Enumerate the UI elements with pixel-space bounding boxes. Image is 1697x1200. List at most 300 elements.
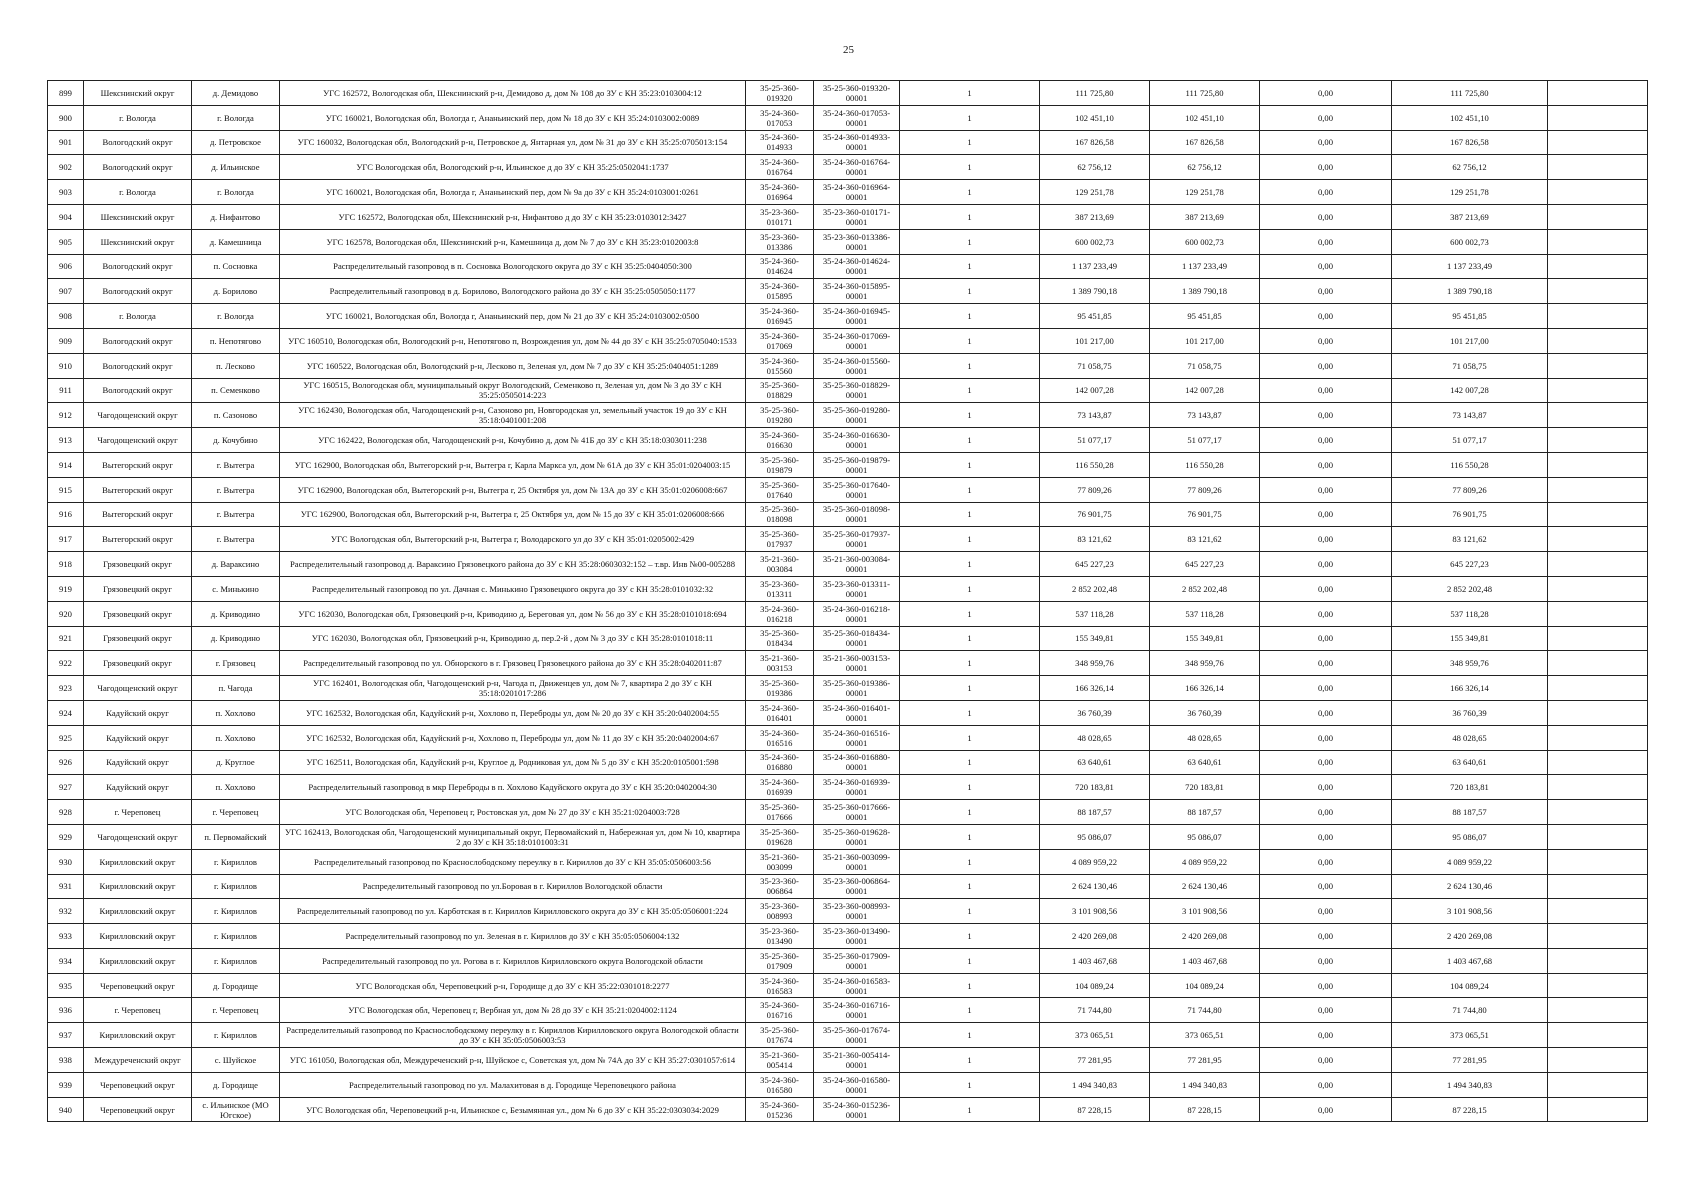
locality-cell: г. Вытегра	[192, 477, 280, 502]
value-depreciation-cell: 0,00	[1260, 1097, 1392, 1122]
empty-cell	[1548, 527, 1648, 552]
registry-number-cell: 35-25-360-017674-00001	[814, 1023, 900, 1048]
value-depreciation-cell: 0,00	[1260, 378, 1392, 403]
inventory-code-cell: 35-23-360-006864	[746, 874, 814, 899]
object-name-cell: УГС 160522, Вологодская обл, Вологодский р-н, Лесково п, Зеленая ул, дом № 7 до ЗУ с КН 35:25:0404051:1289	[280, 353, 746, 378]
value-book-cell: 1 389 790,18	[1150, 279, 1260, 304]
value-depreciation-cell: 0,00	[1260, 130, 1392, 155]
quantity-cell: 1	[900, 750, 1040, 775]
table-row	[48, 502, 1648, 527]
value-initial-cell: 167 826,58	[1040, 130, 1150, 155]
value-residual-cell: 51 077,17	[1392, 428, 1548, 453]
value-residual-cell: 1 137 233,49	[1392, 254, 1548, 279]
value-depreciation-cell: 0,00	[1260, 81, 1392, 106]
value-residual-cell: 83 121,62	[1392, 527, 1548, 552]
locality-cell: п. Хохлово	[192, 700, 280, 725]
inventory-code-cell: 35-23-360-010171	[746, 204, 814, 229]
value-book-cell: 102 451,10	[1150, 105, 1260, 130]
table-row	[48, 973, 1648, 998]
value-book-cell: 373 065,51	[1150, 1023, 1260, 1048]
value-initial-cell: 48 028,65	[1040, 725, 1150, 750]
row-number: 917	[48, 527, 84, 552]
inventory-code-cell: 35-24-360-016945	[746, 304, 814, 329]
empty-cell	[1548, 651, 1648, 676]
locality-cell: г. Череповец	[192, 800, 280, 825]
registry-number-cell: 35-24-360-016580-00001	[814, 1072, 900, 1097]
quantity-cell: 1	[900, 576, 1040, 601]
object-name-cell: УГС 160032, Вологодская обл, Вологодский р-н, Петровское д, Янтарная ул, дом № 31 до ЗУ с КН 35:25:0705013:154	[280, 130, 746, 155]
table-row	[48, 1023, 1648, 1048]
row-number: 933	[48, 924, 84, 949]
quantity-cell: 1	[900, 725, 1040, 750]
value-residual-cell: 73 143,87	[1392, 403, 1548, 428]
value-initial-cell: 155 349,81	[1040, 626, 1150, 651]
value-depreciation-cell: 0,00	[1260, 973, 1392, 998]
row-number: 906	[48, 254, 84, 279]
row-number: 931	[48, 874, 84, 899]
registry-number-cell: 35-24-360-014624-00001	[814, 254, 900, 279]
value-depreciation-cell: 0,00	[1260, 502, 1392, 527]
locality-cell: д. Петровское	[192, 130, 280, 155]
district-cell: Чагодощенский округ	[84, 428, 192, 453]
value-initial-cell: 537 118,28	[1040, 601, 1150, 626]
registry-number-cell: 35-25-360-018829-00001	[814, 378, 900, 403]
district-cell: Череповецкий округ	[84, 1097, 192, 1122]
object-name-cell: УГС 162401, Вологодская обл, Чагодощенский р-н, Чагода п, Движенцев ул, дом № 7, квартира 2 до ЗУ с КН 35:18:0201017:286	[280, 676, 746, 701]
inventory-code-cell: 35-25-360-019879	[746, 452, 814, 477]
empty-cell	[1548, 725, 1648, 750]
district-cell: Кадуйский округ	[84, 775, 192, 800]
value-residual-cell: 537 118,28	[1392, 601, 1548, 626]
value-residual-cell: 104 089,24	[1392, 973, 1548, 998]
district-cell: г. Череповец	[84, 800, 192, 825]
value-initial-cell: 87 228,15	[1040, 1097, 1150, 1122]
value-book-cell: 2 624 130,46	[1150, 874, 1260, 899]
value-residual-cell: 77 281,95	[1392, 1048, 1548, 1073]
value-residual-cell: 76 901,75	[1392, 502, 1548, 527]
object-name-cell: Распределительный газопровод в мкр Переброды в п. Хохлово Кадуйского округа до ЗУ с КН 35:20:0402004:30	[280, 775, 746, 800]
registry-number-cell: 35-25-360-017640-00001	[814, 477, 900, 502]
value-residual-cell: 373 065,51	[1392, 1023, 1548, 1048]
value-book-cell: 111 725,80	[1150, 81, 1260, 106]
object-name-cell: УГС Вологодская обл, Череповецкий р-н, Городище д до ЗУ с КН 35:22:0301018:2277	[280, 973, 746, 998]
row-number: 912	[48, 403, 84, 428]
value-book-cell: 95 451,85	[1150, 304, 1260, 329]
locality-cell: д. Камешница	[192, 229, 280, 254]
object-name-cell: УГС Вологодская обл, Череповец г, Вербная ул, дом № 28 до ЗУ с КН 35:21:0204002:1124	[280, 998, 746, 1023]
value-residual-cell: 2 852 202,48	[1392, 576, 1548, 601]
table-row	[48, 204, 1648, 229]
registry-number-cell: 35-24-360-016964-00001	[814, 180, 900, 205]
value-initial-cell: 51 077,17	[1040, 428, 1150, 453]
registry-number-cell: 35-23-360-013311-00001	[814, 576, 900, 601]
row-number: 927	[48, 775, 84, 800]
value-depreciation-cell: 0,00	[1260, 924, 1392, 949]
value-book-cell: 87 228,15	[1150, 1097, 1260, 1122]
value-depreciation-cell: 0,00	[1260, 651, 1392, 676]
locality-cell: д. Нифантово	[192, 204, 280, 229]
row-number: 937	[48, 1023, 84, 1048]
quantity-cell: 1	[900, 254, 1040, 279]
district-cell: Вологодский округ	[84, 279, 192, 304]
quantity-cell: 1	[900, 403, 1040, 428]
value-depreciation-cell: 0,00	[1260, 304, 1392, 329]
quantity-cell: 1	[900, 973, 1040, 998]
district-cell: Чагодощенский округ	[84, 676, 192, 701]
object-name-cell: УГС 162413, Вологодская обл, Чагодощенский муниципальный округ, Первомайский п, Набережная ул, дом № 10, квартира 2 до ЗУ с КН 35:18:0101003:31	[280, 824, 746, 849]
district-cell: Шекснинский округ	[84, 229, 192, 254]
empty-cell	[1548, 180, 1648, 205]
value-book-cell: 537 118,28	[1150, 601, 1260, 626]
row-number: 934	[48, 948, 84, 973]
inventory-code-cell: 35-25-360-019386	[746, 676, 814, 701]
inventory-code-cell: 35-21-360-003153	[746, 651, 814, 676]
registry-number-cell: 35-24-360-016945-00001	[814, 304, 900, 329]
value-depreciation-cell: 0,00	[1260, 824, 1392, 849]
empty-cell	[1548, 81, 1648, 106]
value-residual-cell: 4 089 959,22	[1392, 849, 1548, 874]
value-initial-cell: 62 756,12	[1040, 155, 1150, 180]
table-row	[48, 180, 1648, 205]
locality-cell: г. Вытегра	[192, 527, 280, 552]
quantity-cell: 1	[900, 502, 1040, 527]
value-initial-cell: 63 640,61	[1040, 750, 1150, 775]
locality-cell: п. Сосновка	[192, 254, 280, 279]
value-initial-cell: 142 007,28	[1040, 378, 1150, 403]
value-initial-cell: 76 901,75	[1040, 502, 1150, 527]
district-cell: Кирилловский округ	[84, 948, 192, 973]
value-depreciation-cell: 0,00	[1260, 874, 1392, 899]
value-residual-cell: 116 550,28	[1392, 452, 1548, 477]
value-depreciation-cell: 0,00	[1260, 800, 1392, 825]
value-initial-cell: 71 058,75	[1040, 353, 1150, 378]
value-residual-cell: 71 744,80	[1392, 998, 1548, 1023]
value-depreciation-cell: 0,00	[1260, 676, 1392, 701]
locality-cell: г. Вологда	[192, 304, 280, 329]
value-depreciation-cell: 0,00	[1260, 626, 1392, 651]
locality-cell: г. Вытегра	[192, 452, 280, 477]
locality-cell: г. Кириллов	[192, 924, 280, 949]
row-number: 926	[48, 750, 84, 775]
value-book-cell: 71 058,75	[1150, 353, 1260, 378]
table-row	[48, 800, 1648, 825]
quantity-cell: 1	[900, 378, 1040, 403]
table-row	[48, 552, 1648, 577]
value-residual-cell: 600 002,73	[1392, 229, 1548, 254]
value-initial-cell: 2 852 202,48	[1040, 576, 1150, 601]
registry-number-cell: 35-24-360-015236-00001	[814, 1097, 900, 1122]
value-book-cell: 95 086,07	[1150, 824, 1260, 849]
locality-cell: г. Кириллов	[192, 874, 280, 899]
row-number: 902	[48, 155, 84, 180]
row-number: 910	[48, 353, 84, 378]
registry-number-cell: 35-21-360-003099-00001	[814, 849, 900, 874]
district-cell: Вологодский округ	[84, 130, 192, 155]
table-row	[48, 874, 1648, 899]
locality-cell: г. Грязовец	[192, 651, 280, 676]
value-initial-cell: 95 086,07	[1040, 824, 1150, 849]
quantity-cell: 1	[900, 527, 1040, 552]
row-number: 915	[48, 477, 84, 502]
object-name-cell: УГС 162578, Вологодская обл, Шекснинский р-н, Камешница д, дом № 7 до ЗУ с КН 35:23:0102003:8	[280, 229, 746, 254]
district-cell: Вологодский округ	[84, 328, 192, 353]
inventory-code-cell: 35-25-360-017909	[746, 948, 814, 973]
locality-cell: д. Городище	[192, 973, 280, 998]
empty-cell	[1548, 899, 1648, 924]
table-row	[48, 676, 1648, 701]
value-residual-cell: 95 451,85	[1392, 304, 1548, 329]
object-name-cell: УГС 162532, Вологодская обл, Кадуйский р-н, Хохлово п, Переброды ул, дом № 11 до ЗУ с КН 35:20:0402004:67	[280, 725, 746, 750]
locality-cell: п. Хохлово	[192, 725, 280, 750]
district-cell: г. Вологда	[84, 105, 192, 130]
value-depreciation-cell: 0,00	[1260, 204, 1392, 229]
registry-number-cell: 35-24-360-016716-00001	[814, 998, 900, 1023]
value-residual-cell: 387 213,69	[1392, 204, 1548, 229]
locality-cell: п. Непотягово	[192, 328, 280, 353]
value-residual-cell: 1 494 340,83	[1392, 1072, 1548, 1097]
empty-cell	[1548, 452, 1648, 477]
value-book-cell: 142 007,28	[1150, 378, 1260, 403]
district-cell: Чагодощенский округ	[84, 403, 192, 428]
object-name-cell: УГС 160021, Вологодская обл, Вологда г, Ананьинский пер, дом № 9а до ЗУ с КН 35:24:0103001:0261	[280, 180, 746, 205]
table-row	[48, 576, 1648, 601]
district-cell: Кирилловский округ	[84, 899, 192, 924]
value-initial-cell: 2 624 130,46	[1040, 874, 1150, 899]
value-book-cell: 101 217,00	[1150, 328, 1260, 353]
district-cell: Чагодощенский округ	[84, 824, 192, 849]
row-number: 905	[48, 229, 84, 254]
quantity-cell: 1	[900, 552, 1040, 577]
row-number: 924	[48, 700, 84, 725]
inventory-code-cell: 35-24-360-016580	[746, 1072, 814, 1097]
object-name-cell: УГС 162430, Вологодская обл, Чагодощенский р-н, Сазоново рп, Новгородская ул, земельный участок 19 до ЗУ с КН 35:18:0401001:208	[280, 403, 746, 428]
inventory-code-cell: 35-25-360-019628	[746, 824, 814, 849]
value-book-cell: 2 420 269,08	[1150, 924, 1260, 949]
value-book-cell: 73 143,87	[1150, 403, 1260, 428]
value-depreciation-cell: 0,00	[1260, 328, 1392, 353]
locality-cell: г. Череповец	[192, 998, 280, 1023]
value-initial-cell: 77 809,26	[1040, 477, 1150, 502]
locality-cell: с. Ильинское (МО Югское)	[192, 1097, 280, 1122]
value-book-cell: 51 077,17	[1150, 428, 1260, 453]
value-depreciation-cell: 0,00	[1260, 279, 1392, 304]
value-book-cell: 166 326,14	[1150, 676, 1260, 701]
inventory-code-cell: 35-25-360-017666	[746, 800, 814, 825]
object-name-cell: Распределительный газопровод по ул. Рогова в г. Кириллов Кирилловского округа Вологодской области	[280, 948, 746, 973]
quantity-cell: 1	[900, 700, 1040, 725]
quantity-cell: 1	[900, 130, 1040, 155]
value-residual-cell: 111 725,80	[1392, 81, 1548, 106]
inventory-code-cell: 35-24-360-016516	[746, 725, 814, 750]
empty-cell	[1548, 403, 1648, 428]
value-depreciation-cell: 0,00	[1260, 428, 1392, 453]
district-cell: Грязовецкий округ	[84, 626, 192, 651]
value-book-cell: 645 227,23	[1150, 552, 1260, 577]
empty-cell	[1548, 700, 1648, 725]
value-depreciation-cell: 0,00	[1260, 1023, 1392, 1048]
value-initial-cell: 102 451,10	[1040, 105, 1150, 130]
registry-number-cell: 35-21-360-003153-00001	[814, 651, 900, 676]
value-initial-cell: 116 550,28	[1040, 452, 1150, 477]
table-row	[48, 651, 1648, 676]
row-number: 900	[48, 105, 84, 130]
quantity-cell: 1	[900, 279, 1040, 304]
registry-number-cell: 35-24-360-015560-00001	[814, 353, 900, 378]
row-number: 920	[48, 601, 84, 626]
value-residual-cell: 102 451,10	[1392, 105, 1548, 130]
row-number: 921	[48, 626, 84, 651]
table-row	[48, 849, 1648, 874]
quantity-cell: 1	[900, 155, 1040, 180]
table-row	[48, 1072, 1648, 1097]
registry-number-cell: 35-24-360-016583-00001	[814, 973, 900, 998]
value-residual-cell: 63 640,61	[1392, 750, 1548, 775]
value-initial-cell: 104 089,24	[1040, 973, 1150, 998]
row-number: 918	[48, 552, 84, 577]
empty-cell	[1548, 601, 1648, 626]
empty-cell	[1548, 477, 1648, 502]
district-cell: Кирилловский округ	[84, 849, 192, 874]
object-name-cell: УГС 160021, Вологодская обл, Вологда г, Ананьинский пер, дом № 21 до ЗУ с КН 35:24:0103002:0500	[280, 304, 746, 329]
district-cell: Грязовецкий округ	[84, 552, 192, 577]
table-row	[48, 155, 1648, 180]
row-number: 919	[48, 576, 84, 601]
inventory-code-cell: 35-24-360-017069	[746, 328, 814, 353]
empty-cell	[1548, 1023, 1648, 1048]
inventory-code-cell: 35-23-360-013490	[746, 924, 814, 949]
locality-cell: д. Демидово	[192, 81, 280, 106]
table-row	[48, 1097, 1648, 1122]
value-depreciation-cell: 0,00	[1260, 527, 1392, 552]
empty-cell	[1548, 849, 1648, 874]
district-cell: Грязовецкий округ	[84, 651, 192, 676]
value-initial-cell: 3 101 908,56	[1040, 899, 1150, 924]
value-depreciation-cell: 0,00	[1260, 254, 1392, 279]
value-depreciation-cell: 0,00	[1260, 105, 1392, 130]
quantity-cell: 1	[900, 651, 1040, 676]
quantity-cell: 1	[900, 1023, 1040, 1048]
value-initial-cell: 71 744,80	[1040, 998, 1150, 1023]
table-row	[48, 477, 1648, 502]
inventory-code-cell: 35-24-360-016880	[746, 750, 814, 775]
value-depreciation-cell: 0,00	[1260, 229, 1392, 254]
inventory-code-cell: 35-25-360-019320	[746, 81, 814, 106]
quantity-cell: 1	[900, 428, 1040, 453]
object-name-cell: УГС 162532, Вологодская обл, Кадуйский р-н, Хохлово п, Переброды ул, дом № 20 до ЗУ с КН 35:20:0402004:55	[280, 700, 746, 725]
row-number: 928	[48, 800, 84, 825]
table-row	[48, 279, 1648, 304]
object-name-cell: Распределительный газопровод по ул. Карботская в г. Кириллов Кирилловского округа до ЗУ с КН 35:05:0506001:224	[280, 899, 746, 924]
table-row	[48, 229, 1648, 254]
value-initial-cell: 1 137 233,49	[1040, 254, 1150, 279]
value-book-cell: 720 183,81	[1150, 775, 1260, 800]
locality-cell: д. Борилово	[192, 279, 280, 304]
value-depreciation-cell: 0,00	[1260, 700, 1392, 725]
value-book-cell: 63 640,61	[1150, 750, 1260, 775]
locality-cell: г. Кириллов	[192, 899, 280, 924]
quantity-cell: 1	[900, 304, 1040, 329]
value-initial-cell: 348 959,76	[1040, 651, 1150, 676]
value-residual-cell: 3 101 908,56	[1392, 899, 1548, 924]
value-initial-cell: 1 389 790,18	[1040, 279, 1150, 304]
locality-cell: с. Шуйское	[192, 1048, 280, 1073]
empty-cell	[1548, 279, 1648, 304]
locality-cell: п. Лесково	[192, 353, 280, 378]
empty-cell	[1548, 824, 1648, 849]
table-row	[48, 403, 1648, 428]
inventory-code-cell: 35-24-360-016630	[746, 428, 814, 453]
page-number: 25	[843, 44, 854, 56]
value-depreciation-cell: 0,00	[1260, 477, 1392, 502]
district-cell: г. Вологда	[84, 180, 192, 205]
inventory-code-cell: 35-21-360-003099	[746, 849, 814, 874]
value-residual-cell: 167 826,58	[1392, 130, 1548, 155]
object-name-cell: Распределительный газопровод по ул. Дачная с. Минькино Грязовецкого округа до ЗУ с КН 35:28:0101032:32	[280, 576, 746, 601]
registry-number-cell: 35-25-360-017909-00001	[814, 948, 900, 973]
value-initial-cell: 83 121,62	[1040, 527, 1150, 552]
registry-number-cell: 35-25-360-019386-00001	[814, 676, 900, 701]
value-initial-cell: 73 143,87	[1040, 403, 1150, 428]
inventory-code-cell: 35-24-360-016939	[746, 775, 814, 800]
inventory-code-cell: 35-21-360-003084	[746, 552, 814, 577]
value-initial-cell: 1 403 467,68	[1040, 948, 1150, 973]
table-row	[48, 304, 1648, 329]
row-number: 911	[48, 378, 84, 403]
row-number: 909	[48, 328, 84, 353]
value-depreciation-cell: 0,00	[1260, 849, 1392, 874]
registry-number-cell: 35-24-360-016218-00001	[814, 601, 900, 626]
quantity-cell: 1	[900, 477, 1040, 502]
value-residual-cell: 645 227,23	[1392, 552, 1548, 577]
registry-number-cell: 35-23-360-008993-00001	[814, 899, 900, 924]
value-residual-cell: 95 086,07	[1392, 824, 1548, 849]
value-initial-cell: 387 213,69	[1040, 204, 1150, 229]
registry-number-cell: 35-24-360-017069-00001	[814, 328, 900, 353]
empty-cell	[1548, 998, 1648, 1023]
district-cell: Грязовецкий округ	[84, 601, 192, 626]
inventory-code-cell: 35-24-360-016218	[746, 601, 814, 626]
value-residual-cell: 71 058,75	[1392, 353, 1548, 378]
value-initial-cell: 129 251,78	[1040, 180, 1150, 205]
value-book-cell: 3 101 908,56	[1150, 899, 1260, 924]
table-row	[48, 700, 1648, 725]
registry-number-cell: 35-24-360-015895-00001	[814, 279, 900, 304]
object-name-cell: УГС 160510, Вологодская обл, Вологодский р-н, Непотягово п, Возрождения ул, дом № 44 до ЗУ с КН 35:25:0705040:1533	[280, 328, 746, 353]
locality-cell: п. Первомайский	[192, 824, 280, 849]
value-book-cell: 116 550,28	[1150, 452, 1260, 477]
district-cell: Кирилловский округ	[84, 1023, 192, 1048]
table-row	[48, 452, 1648, 477]
row-number: 904	[48, 204, 84, 229]
row-number: 932	[48, 899, 84, 924]
row-number: 901	[48, 130, 84, 155]
inventory-code-cell: 35-24-360-017053	[746, 105, 814, 130]
object-name-cell: УГС 160021, Вологодская обл, Вологда г, Ананьинский пер, дом № 18 до ЗУ с КН 35:24:0103002:0089	[280, 105, 746, 130]
value-book-cell: 36 760,39	[1150, 700, 1260, 725]
quantity-cell: 1	[900, 328, 1040, 353]
value-book-cell: 76 901,75	[1150, 502, 1260, 527]
table-row	[48, 899, 1648, 924]
value-depreciation-cell: 0,00	[1260, 725, 1392, 750]
empty-cell	[1548, 775, 1648, 800]
district-cell: Череповецкий округ	[84, 973, 192, 998]
district-cell: Вологодский округ	[84, 254, 192, 279]
registry-table	[47, 80, 1648, 1122]
object-name-cell: Распределительный газопровод по ул. Обнорского в г. Грязовец Грязовецкого района до ЗУ с КН 35:28:0402011:87	[280, 651, 746, 676]
table-row	[48, 130, 1648, 155]
object-name-cell: Распределительный газопровод по ул. Зеленая в г. Кириллов до ЗУ с КН 35:05:0506004:132	[280, 924, 746, 949]
empty-cell	[1548, 626, 1648, 651]
